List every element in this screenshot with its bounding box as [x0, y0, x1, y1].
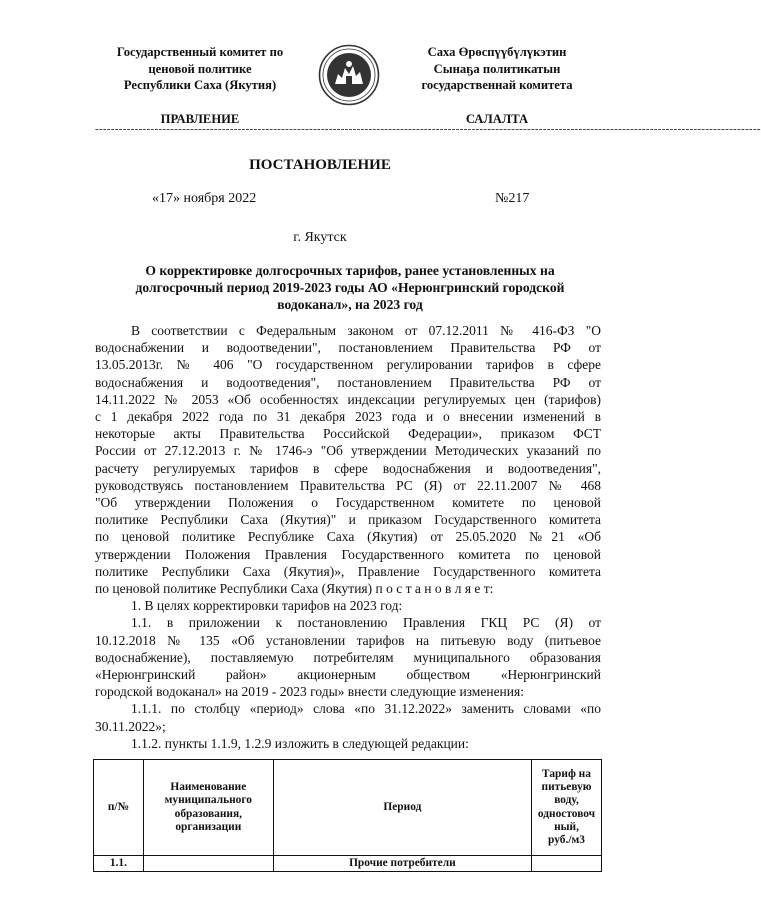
body-line: водоснабжения и водоотведения", постановлением Правительства РФ от — [95, 374, 601, 390]
body-paragraph — [95, 735, 601, 752]
header-right-line: Сынаҕа политикатын — [433, 61, 561, 76]
table-row-num: 1.1. — [94, 856, 144, 872]
subject-line: водоканал», на 2023 год — [277, 297, 423, 312]
header-tariff-line: воду, — [554, 794, 579, 807]
header-tariff-line: Тариф на — [542, 767, 591, 780]
header-tariff-line: одностовоч — [537, 807, 596, 820]
header-right-dept: САЛАЛТА — [465, 112, 529, 126]
subject-line: О корректировке долгосрочных тарифов, ранее установленных на — [145, 263, 555, 278]
body-line: руководствуясь постановлением Правительства РС (Я) от 22.11.2007 № 468 — [95, 477, 601, 493]
table-header-num: п/№ — [94, 760, 144, 856]
table-row-label: Прочие потребители — [273, 856, 531, 872]
body-line: с 1 декабря 2022 года по 31 декабря 2023 года и о внесении изменений в — [95, 409, 601, 425]
tariff-table — [93, 759, 602, 872]
table-header-period: Период — [273, 760, 531, 856]
body-line: утверждении Положения Правления Государственного комитета по ценовой — [95, 546, 601, 562]
coat-of-arms-icon — [318, 44, 380, 106]
body-line: 13.05.2013г. № 406 "О государственном регулировании тарифов в сфере — [95, 357, 601, 373]
header-left-line: Республики Саха (Якутия) — [123, 78, 277, 92]
header-org-line: организации — [175, 820, 242, 833]
header-org-line: Наименование — [170, 781, 247, 794]
header-org-line: образования, — [174, 807, 242, 820]
table-header-org — [143, 760, 273, 856]
header-org-line: муниципального — [164, 794, 252, 807]
body-line: водоснабжении и водоотведении", постановлением Правительства РФ от — [95, 340, 601, 356]
body-paragraph — [95, 597, 601, 614]
body-line: "Об утверждении Положения о Государственном комитете по ценовой — [95, 495, 601, 511]
header-left-dept: ПРАВЛЕНИЕ — [160, 112, 240, 126]
body-line: по ценовой политике Республики Саха (Якутия) п о с т а н о в л я е т: — [95, 581, 494, 597]
table-row — [94, 856, 602, 872]
subject-line: долгосрочный период 2019-2023 годы АО «Нерюнгринский городской — [135, 280, 565, 295]
body-line: расчету регулируемых тарифов в сфере водоснабжения и водоотведения", — [95, 460, 601, 476]
table-row-org — [143, 856, 273, 872]
document-title: ПОСТАНОВЛЕНИЕ — [249, 157, 391, 173]
header-tariff-line: питьевую — [541, 781, 592, 794]
header-left-org — [100, 44, 300, 94]
body-line: В соответствии с Федеральным законом от 07.12.2011 № 416-ФЗ "О — [131, 323, 601, 338]
body-line: некоторые акты Правительства Российской Федерации», приказом ФСТ — [95, 426, 601, 442]
header-left-line: Государственный комитет по — [116, 45, 284, 59]
body-line: «Нерюнгринский район» акционерным обществом «Нерюнгринский — [95, 667, 601, 683]
table-row-tariff — [532, 856, 602, 872]
header-right-line: Саха Өрөспүүбүлүкэтин — [427, 45, 567, 59]
body-line: городской водоканал» на 2019 - 2023 годы» внести следующие изменения: — [95, 684, 524, 700]
header-left-line: ценовой политике — [148, 61, 252, 76]
header-tariff-line: ный, — [554, 820, 579, 833]
document-date: «17» ноября 2022 — [152, 191, 257, 206]
body-line: политике Республики Саха (Якутия)" и приказом Государственного комитета — [95, 512, 601, 528]
table-header-row — [94, 760, 602, 856]
body-line: 1.1. в приложении к постановлению Правления ГКЦ РС (Я) от — [131, 615, 601, 631]
body-line: 14.11.2022 № 2053 «Об особенностях индексации регулируемых цен (тарифов) — [95, 391, 601, 407]
document-subject — [100, 262, 600, 313]
table-header-tariff — [532, 760, 602, 856]
document-city: г. Якутск — [293, 230, 347, 245]
body-line: по ценовой политике Республике Саха (Якутия) от 25.05.2020 №21 «Об — [95, 529, 601, 545]
body-paragraph — [95, 614, 601, 700]
body-line: 1.1.1. по столбцу «период» слова «по 31.12.2022» заменить словами «по — [131, 701, 601, 717]
body-line: 10.12.2018 № 135 «Об установлении тарифов на питьевую воду (питьевое — [95, 632, 601, 648]
document-number: №217 — [495, 191, 530, 206]
header-tariff-line: руб./м3 — [548, 833, 585, 846]
body-line: 1. В целях корректировки тарифов на 2023 год: — [131, 598, 403, 614]
body-line: 1.1.2. пункты 1.1.9, 1.2.9 изложить в следующей редакции: — [131, 735, 469, 751]
header-right-line: государственнай комитета — [421, 78, 573, 92]
body-line: 30.11.2022»; — [95, 718, 166, 734]
body-line: политике Республики Саха (Якутия)», Правление Государственного комитета — [95, 563, 601, 579]
body-paragraph — [95, 700, 601, 734]
document-body — [95, 322, 601, 752]
body-paragraph — [95, 322, 601, 597]
header-right-org — [398, 44, 596, 94]
body-line: России от 27.12.2013 г. № 1746-э "Об утверждении Методических указаний по — [95, 443, 601, 459]
body-line: водоснабжение), поставляемую потребителям муниципального образования — [95, 649, 601, 665]
header-separator: ------------------------------------------------------------------------------------------------------------------------------------------------------------------------ — [95, 123, 761, 135]
